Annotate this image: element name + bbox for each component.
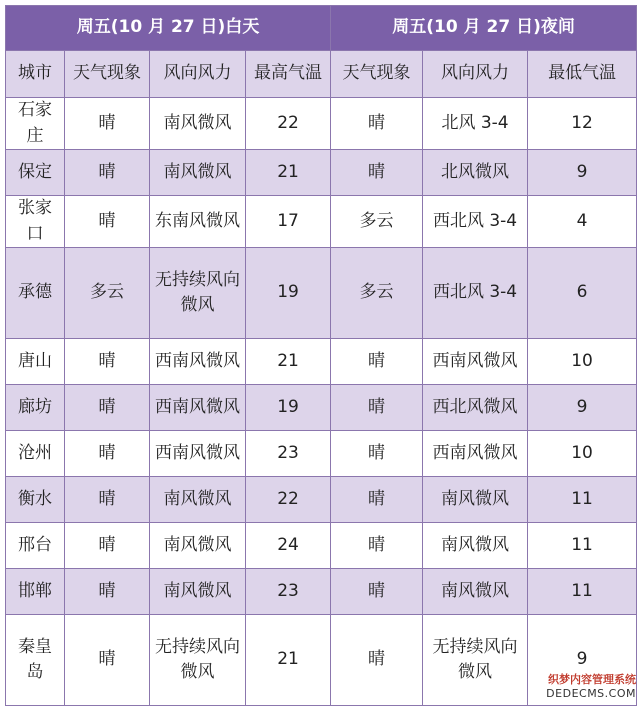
column-header-day-weather: 天气现象 xyxy=(65,51,150,98)
night-weather-cell: 晴 xyxy=(331,615,423,706)
night-weather-cell: 晴 xyxy=(331,569,423,615)
day-wind-cell: 西南风微风 xyxy=(150,339,246,385)
night-wind-cell: 南风微风 xyxy=(423,477,528,523)
table-row xyxy=(6,98,637,150)
day-weather-cell: 晴 xyxy=(65,150,150,196)
night-weather-cell: 晴 xyxy=(331,339,423,385)
day-weather-cell: 晴 xyxy=(65,615,150,706)
city-cell: 邢台 xyxy=(6,523,65,569)
column-header-row xyxy=(6,51,637,98)
day-weather-cell: 晴 xyxy=(65,431,150,477)
day-weather-cell: 晴 xyxy=(65,339,150,385)
night-weather-cell: 晴 xyxy=(331,98,423,150)
high-temp-cell: 21 xyxy=(246,150,331,196)
low-temp-cell: 6 xyxy=(528,248,637,339)
table-row xyxy=(6,431,637,477)
day-wind-cell: 南风微风 xyxy=(150,477,246,523)
city-cell: 保定 xyxy=(6,150,65,196)
watermark-text: 织梦内容管理系统 xyxy=(548,673,636,686)
low-temp-cell: 11 xyxy=(528,569,637,615)
low-temp-cell: 11 xyxy=(528,477,637,523)
column-header-night-weather: 天气现象 xyxy=(331,51,423,98)
column-header-day-wind: 风向风力 xyxy=(150,51,246,98)
night-wind-cell: 北风 3-4 xyxy=(423,98,528,150)
high-temp-cell: 22 xyxy=(246,477,331,523)
night-wind-cell: 西北风 3-4 xyxy=(423,196,528,248)
night-wind-cell: 西南风微风 xyxy=(423,339,528,385)
night-wind-cell: 南风微风 xyxy=(423,569,528,615)
day-weather-cell: 晴 xyxy=(65,196,150,248)
night-weather-cell: 晴 xyxy=(331,477,423,523)
day-weather-cell: 多云 xyxy=(65,248,150,339)
low-temp-cell: 9 xyxy=(528,385,637,431)
high-temp-cell: 19 xyxy=(246,385,331,431)
high-temp-cell: 21 xyxy=(246,615,331,706)
night-period-header: 周五(10 月 27 日)夜间 xyxy=(331,6,637,51)
table-row xyxy=(6,385,637,431)
night-wind-cell: 无持续风向微风 xyxy=(423,615,528,706)
night-wind-cell: 南风微风 xyxy=(423,523,528,569)
low-temp-cell: 11 xyxy=(528,523,637,569)
city-cell: 唐山 xyxy=(6,339,65,385)
day-weather-cell: 晴 xyxy=(65,477,150,523)
table-row xyxy=(6,196,637,248)
night-weather-cell: 多云 xyxy=(331,248,423,339)
column-header-city: 城市 xyxy=(6,51,65,98)
day-wind-cell: 南风微风 xyxy=(150,150,246,196)
day-wind-cell: 东南风微风 xyxy=(150,196,246,248)
city-cell: 承德 xyxy=(6,248,65,339)
low-temp-cell: 10 xyxy=(528,339,637,385)
city-cell: 廊坊 xyxy=(6,385,65,431)
night-wind-cell: 西北风微风 xyxy=(423,385,528,431)
weather-forecast-table xyxy=(5,5,637,706)
city-cell: 石家庄 xyxy=(6,98,65,150)
watermark xyxy=(546,671,636,700)
high-temp-cell: 24 xyxy=(246,523,331,569)
day-period-header: 周五(10 月 27 日)白天 xyxy=(6,6,331,51)
table-row xyxy=(6,339,637,385)
watermark-domain: DEDECMS.COM xyxy=(546,687,636,700)
city-cell: 衡水 xyxy=(6,477,65,523)
night-wind-cell: 西北风 3-4 xyxy=(423,248,528,339)
low-temp-cell: 12 xyxy=(528,98,637,150)
high-temp-cell: 23 xyxy=(246,569,331,615)
day-wind-cell: 南风微风 xyxy=(150,523,246,569)
day-wind-cell: 西南风微风 xyxy=(150,385,246,431)
night-wind-cell: 西南风微风 xyxy=(423,431,528,477)
day-wind-cell: 无持续风向微风 xyxy=(150,615,246,706)
night-wind-cell: 北风微风 xyxy=(423,150,528,196)
city-cell: 沧州 xyxy=(6,431,65,477)
high-temp-cell: 17 xyxy=(246,196,331,248)
night-weather-cell: 多云 xyxy=(331,196,423,248)
day-weather-cell: 晴 xyxy=(65,569,150,615)
day-weather-cell: 晴 xyxy=(65,523,150,569)
column-header-night-wind: 风向风力 xyxy=(423,51,528,98)
night-weather-cell: 晴 xyxy=(331,523,423,569)
column-header-high-temp: 最高气温 xyxy=(246,51,331,98)
table-row xyxy=(6,615,637,706)
table-row xyxy=(6,569,637,615)
day-wind-cell: 南风微风 xyxy=(150,98,246,150)
city-cell: 秦皇岛 xyxy=(6,615,65,706)
column-header-low-temp: 最低气温 xyxy=(528,51,637,98)
table-row xyxy=(6,523,637,569)
low-temp-cell: 4 xyxy=(528,196,637,248)
high-temp-cell: 22 xyxy=(246,98,331,150)
night-weather-cell: 晴 xyxy=(331,431,423,477)
day-weather-cell: 晴 xyxy=(65,98,150,150)
city-cell: 邯郸 xyxy=(6,569,65,615)
day-weather-cell: 晴 xyxy=(65,385,150,431)
high-temp-cell: 23 xyxy=(246,431,331,477)
period-header-row xyxy=(6,6,637,51)
high-temp-cell: 19 xyxy=(246,248,331,339)
table-row xyxy=(6,477,637,523)
night-weather-cell: 晴 xyxy=(331,150,423,196)
low-temp-cell: 9 xyxy=(528,615,637,706)
table-row xyxy=(6,248,637,339)
high-temp-cell: 21 xyxy=(246,339,331,385)
low-temp-cell: 9 xyxy=(528,150,637,196)
night-weather-cell: 晴 xyxy=(331,385,423,431)
low-temp-cell: 10 xyxy=(528,431,637,477)
table-row xyxy=(6,150,637,196)
city-cell: 张家口 xyxy=(6,196,65,248)
day-wind-cell: 无持续风向微风 xyxy=(150,248,246,339)
day-wind-cell: 西南风微风 xyxy=(150,431,246,477)
day-wind-cell: 南风微风 xyxy=(150,569,246,615)
